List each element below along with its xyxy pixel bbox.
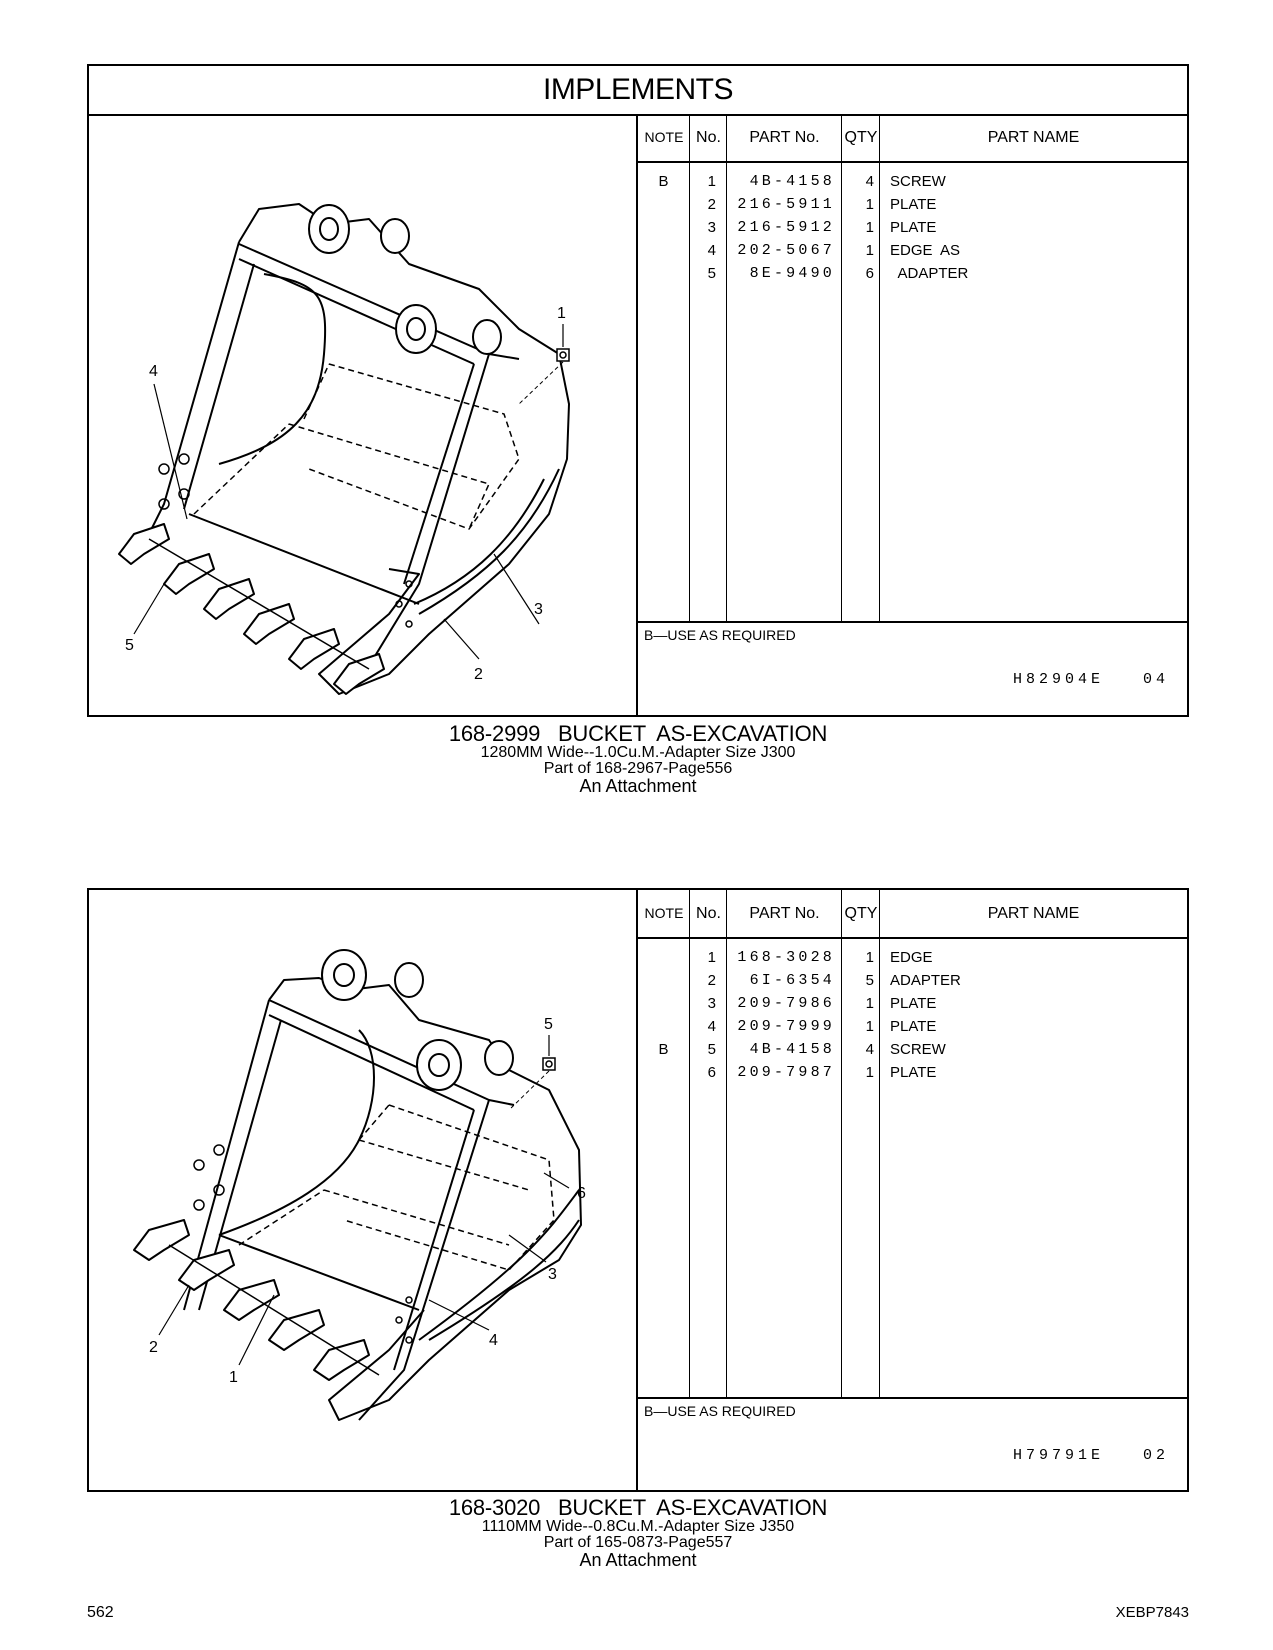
- row-qty: 1: [865, 242, 874, 259]
- col-note: NOTE: [644, 129, 684, 145]
- row-no: 3: [707, 995, 716, 1012]
- callout-label: 6: [577, 1185, 586, 1202]
- col-qty: QTY: [844, 905, 878, 922]
- row-part-name: PLATE: [890, 1018, 937, 1035]
- row-note: B: [658, 1041, 669, 1058]
- parts-table-1: [636, 114, 1187, 715]
- callout-label: 1: [557, 305, 566, 322]
- col-qty: QTY: [844, 129, 878, 146]
- row-part-name: EDGE: [890, 949, 933, 966]
- table-row: [638, 239, 1187, 262]
- row-part-no: 168-3028: [737, 949, 835, 966]
- callout-label: 2: [149, 1339, 158, 1356]
- row-qty: 1: [865, 1018, 874, 1035]
- row-part-name: ADAPTER: [890, 265, 969, 282]
- caption-title: 168-2999 BUCKET AS-EXCAVATION: [448, 721, 828, 746]
- caption-2: [87, 1497, 1189, 1569]
- callout-label: 4: [149, 363, 158, 380]
- table-row: [638, 969, 1187, 992]
- callout-label: 2: [474, 666, 483, 683]
- reference-code: H82904E 04: [1012, 671, 1169, 688]
- row-qty: 6: [865, 265, 874, 282]
- row-no: 1: [707, 173, 716, 190]
- row-no: 4: [707, 1018, 716, 1035]
- table-row: [638, 946, 1187, 969]
- caption-spec: 1280MM Wide--1.0Cu.M.-Adapter Size J300: [480, 744, 796, 761]
- row-no: 3: [707, 219, 716, 236]
- row-qty: 5: [865, 972, 874, 989]
- table-footer: [638, 621, 1187, 715]
- table-row: [638, 193, 1187, 216]
- footnote: B—USE AS REQUIRED: [644, 627, 796, 643]
- callout-label: 3: [548, 1266, 557, 1283]
- row-part-no: 209-7999: [737, 1018, 835, 1035]
- row-part-no: 202-5067: [737, 242, 835, 259]
- row-part-no: 209-7986: [737, 995, 835, 1012]
- col-part-name: PART NAME: [987, 905, 1080, 922]
- page-number: 562: [87, 1604, 114, 1621]
- parts-panel-2: [87, 888, 1189, 1492]
- table-header: [638, 890, 1187, 939]
- row-no: 5: [707, 1041, 716, 1058]
- caption-type: An Attachment: [579, 776, 697, 796]
- callout-label: 1: [229, 1369, 238, 1386]
- row-part-no: 216-5911: [737, 196, 835, 213]
- row-no: 2: [707, 972, 716, 989]
- row-no: 4: [707, 242, 716, 259]
- col-no: No.: [696, 129, 721, 146]
- col-part-no: PART No.: [749, 905, 820, 922]
- section-title: IMPLEMENTS: [89, 66, 1187, 116]
- row-no: 1: [707, 949, 716, 966]
- table-footer: [638, 1397, 1187, 1490]
- col-part-no: PART No.: [749, 129, 820, 146]
- row-no: 2: [707, 196, 716, 213]
- row-qty: 1: [865, 196, 874, 213]
- callout-label: 4: [489, 1332, 498, 1349]
- caption-part-of: Part of 165-0873-Page557: [543, 1534, 733, 1551]
- row-qty: 1: [865, 949, 874, 966]
- row-qty: 4: [865, 1041, 874, 1058]
- table-row: [638, 1061, 1187, 1084]
- row-part-name: SCREW: [890, 1041, 946, 1058]
- reference-code: H79791E 02: [1012, 1447, 1169, 1464]
- caption-part-of: Part of 168-2967-Page556: [543, 760, 733, 777]
- caption-title: 168-3020 BUCKET AS-EXCAVATION: [448, 1495, 828, 1520]
- row-note: B: [658, 173, 669, 190]
- col-note: NOTE: [644, 905, 684, 921]
- table-row: [638, 216, 1187, 239]
- row-qty: 1: [865, 1064, 874, 1081]
- row-part-no: 4B-4158: [749, 1041, 835, 1058]
- caption-spec: 1110MM Wide--0.8Cu.M.-Adapter Size J350: [481, 1518, 795, 1535]
- row-part-no: 8E-9490: [749, 265, 835, 282]
- col-part-name: PART NAME: [987, 129, 1080, 146]
- callout-label: 5: [544, 1016, 553, 1033]
- row-no: 5: [707, 265, 716, 282]
- table-row: [638, 1015, 1187, 1038]
- document-id: XEBP7843: [1115, 1604, 1189, 1621]
- row-part-no: 6I-6354: [749, 972, 835, 989]
- parts-panel-1: [87, 64, 1189, 717]
- bucket-drawing-2: [89, 890, 638, 1490]
- parts-table-2: [636, 890, 1187, 1490]
- row-no: 6: [707, 1064, 716, 1081]
- row-part-name: PLATE: [890, 219, 937, 236]
- row-part-no: 4B-4158: [749, 173, 835, 190]
- row-qty: 4: [865, 173, 874, 190]
- caption-type: An Attachment: [579, 1550, 697, 1570]
- footnote: B—USE AS REQUIRED: [644, 1403, 796, 1419]
- col-no: No.: [696, 905, 721, 922]
- table-row: [638, 262, 1187, 285]
- row-qty: 1: [865, 995, 874, 1012]
- table-header: [638, 114, 1187, 163]
- table-row: [638, 992, 1187, 1015]
- row-part-name: ADAPTER: [890, 972, 961, 989]
- bucket-drawing-1: [89, 114, 638, 714]
- row-part-name: EDGE AS: [890, 242, 961, 259]
- row-part-name: PLATE: [890, 1064, 937, 1081]
- row-part-no: 216-5912: [737, 219, 835, 236]
- caption-1: [87, 723, 1189, 795]
- callout-label: 5: [125, 637, 134, 654]
- row-part-name: PLATE: [890, 196, 937, 213]
- row-part-name: SCREW: [890, 173, 946, 190]
- callout-label: 3: [534, 601, 543, 618]
- row-part-name: PLATE: [890, 995, 937, 1012]
- row-part-no: 209-7987: [737, 1064, 835, 1081]
- table-row: [638, 170, 1187, 193]
- table-row: [638, 1038, 1187, 1061]
- row-qty: 1: [865, 219, 874, 236]
